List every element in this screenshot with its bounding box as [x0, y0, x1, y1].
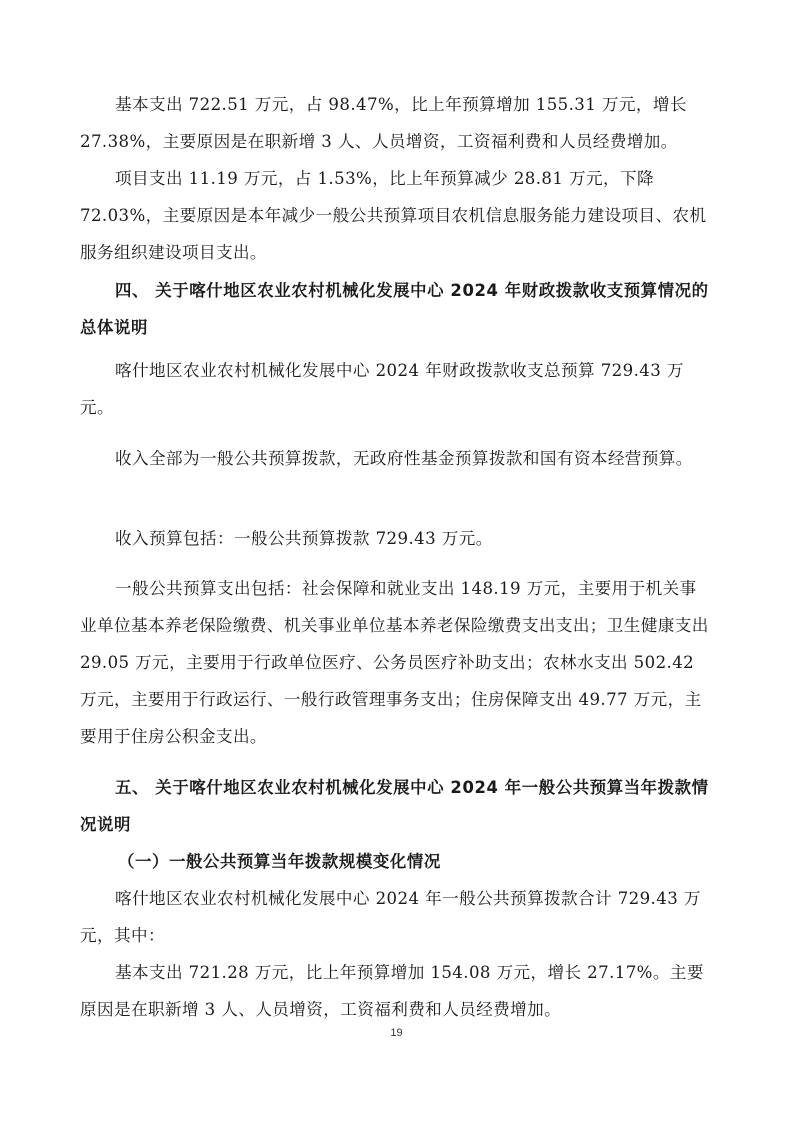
paragraph-total-budget: 喀什地区农业农村机械化发展中心 2024 年财政拨款收支总预算 729.43 万元。	[80, 361, 684, 417]
section-heading-5: 五、 关于喀什地区农业农村机械化发展中心 2024 年一般公共预算当年拨款情况说明	[80, 778, 709, 834]
paragraph-income-sources: 收入全部为一般公共预算拨款，无政府性基金预算拨款和国有资本经营预算。	[115, 449, 693, 468]
paragraph-basic-expenditure-detail: 基本支出 721.28 万元，比上年预算增加 154.08 万元，增长 27.17%。主要原因是在职新增 3 人、人员增资，工资福利费和人员经费增加。	[80, 963, 704, 1019]
paragraph-basic-expenditure: 基本支出 722.51 万元，占 98.47%，比上年预算增加 155.31 万元，增长 27.38%，主要原因是在职新增 3 人、人员增资，工资福利费和人员经费增加。	[80, 95, 687, 151]
paragraph-project-expenditure: 项目支出 11.19 万元，占 1.53%，比上年预算减少 28.81 万元，下降 72.03%，主要原因是本年减少一般公共预算项目农机信息服务能力建设项目、农机服务组织建设项目支出。	[80, 169, 707, 262]
section-heading-4: 四、 关于喀什地区农业农村机械化发展中心 2024 年财政拨款收支预算情况的总体说明	[80, 281, 709, 337]
paragraph-appropriation-total: 喀什地区农业农村机械化发展中心 2024 年一般公共预算拨款合计 729.43 万元，其中：	[80, 889, 701, 945]
page-number: 19	[390, 1027, 403, 1039]
paragraph-income-budget: 收入预算包括：一般公共预算拨款 729.43 万元。	[115, 529, 493, 548]
subsection-heading-5-1: （一）一般公共预算当年拨款规模变化情况	[118, 852, 441, 871]
paragraph-expenditure-breakdown: 一般公共预算支出包括：社会保障和就业支出 148.19 万元，主要用于机关事业单位基本养老保险缴费、机关事业单位基本养老保险缴费支出支出；卫生健康支出 29.05 万元，主要用于行政单位医疗、公务员医疗补助支出；农林水支出 502.42 万元，主要用于行政运行、一般行政管理事务支出；住房保障支出 49.77 万元，主要用于住房公积金支出。	[80, 579, 709, 746]
